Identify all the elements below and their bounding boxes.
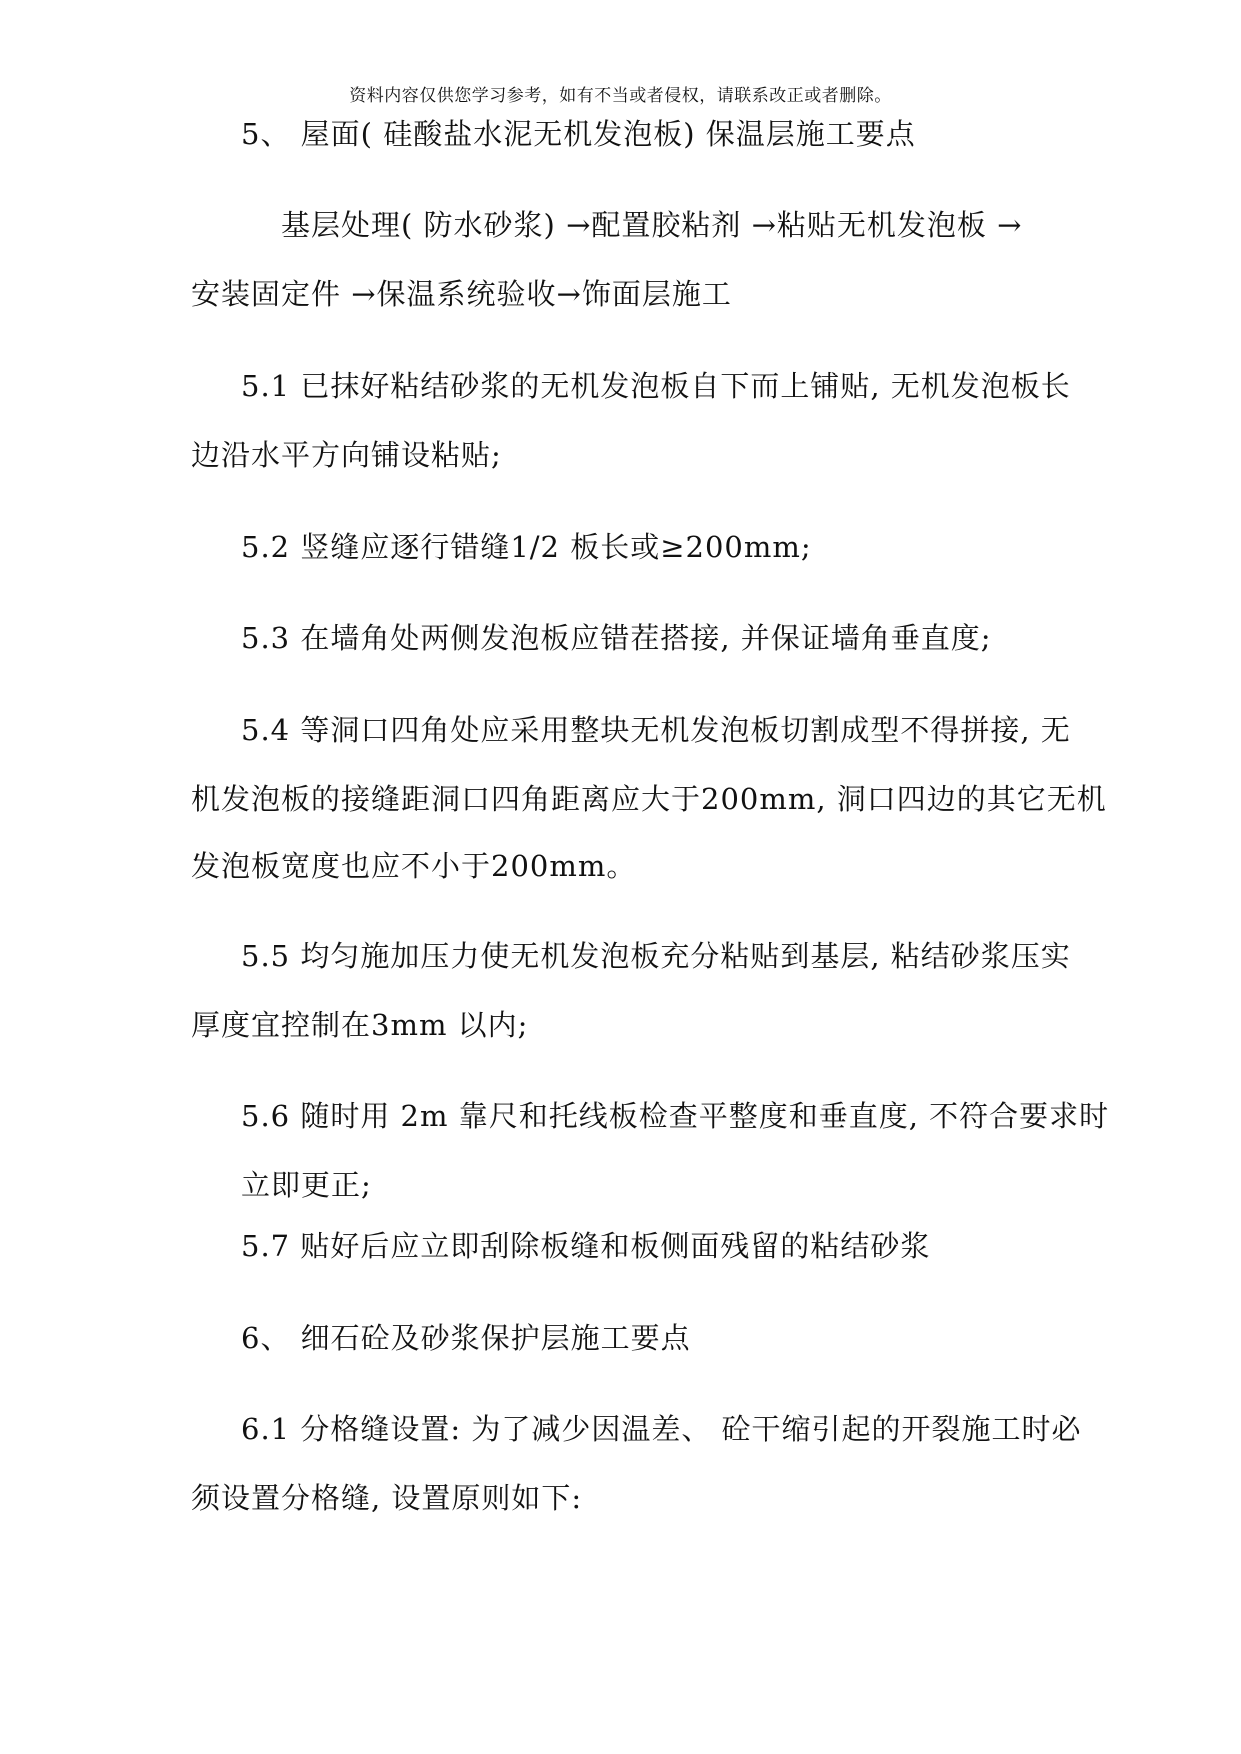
item-5-5-line-1: 5.5 均匀施加压力使无机发泡板充分粘贴到基层, 粘结砂浆压实 bbox=[241, 939, 1071, 973]
item-5-6-line-2: 立即更正; bbox=[241, 1168, 372, 1202]
item-6-1-line-1: 6.1 分格缝设置: 为了减少因温差、 砼干缩引起的开裂施工时必 bbox=[241, 1412, 1082, 1446]
item-5-5-line-2: 厚度宜控制在3mm 以内; bbox=[191, 1008, 529, 1042]
section-6-title: 6、 细石砼及砂浆保护层施工要点 bbox=[241, 1321, 691, 1355]
item-5-4-line-1: 5.4 等洞口四角处应采用整块无机发泡板切割成型不得拼接, 无 bbox=[241, 713, 1071, 747]
item-5-2: 5.2 竖缝应逐行错缝1/2 板长或≥200mm; bbox=[241, 530, 812, 564]
item-5-4-line-2: 机发泡板的接缝距洞口四角距离应大于200mm, 洞口四边的其它无机 bbox=[191, 782, 1107, 816]
item-5-6-line-1: 5.6 随时用 2m 靠尺和托线板检查平整度和垂直度, 不符合要求时 bbox=[241, 1099, 1110, 1133]
section-5-flow-line-2: 安装固定件 →保温系统验收→饰面层施工 bbox=[191, 277, 732, 311]
item-6-1-line-2: 须设置分格缝, 设置原则如下: bbox=[191, 1481, 583, 1515]
item-5-1-line-1: 5.1 已抹好粘结砂浆的无机发泡板自下而上铺贴, 无机发泡板长 bbox=[241, 369, 1071, 403]
item-5-4-line-3: 发泡板宽度也应不小于200mm。 bbox=[191, 849, 637, 883]
item-5-1-line-2: 边沿水平方向铺设粘贴; bbox=[191, 438, 502, 472]
section-5-title: 5、 屋面( 硅酸盐水泥无机发泡板) 保温层施工要点 bbox=[241, 117, 916, 151]
item-5-3: 5.3 在墙角处两侧发泡板应错茬搭接, 并保证墙角垂直度; bbox=[241, 621, 992, 655]
header-note: 资料内容仅供您学习参考，如有不当或者侵权，请联系改正或者删除。 bbox=[349, 86, 892, 106]
item-5-7: 5.7 贴好后应立即刮除板缝和板侧面残留的粘结砂浆 bbox=[241, 1229, 931, 1263]
section-5-flow-line-1: 基层处理( 防水砂浆) →配置胶粘剂 →粘贴无机发泡板 → bbox=[281, 208, 1023, 242]
